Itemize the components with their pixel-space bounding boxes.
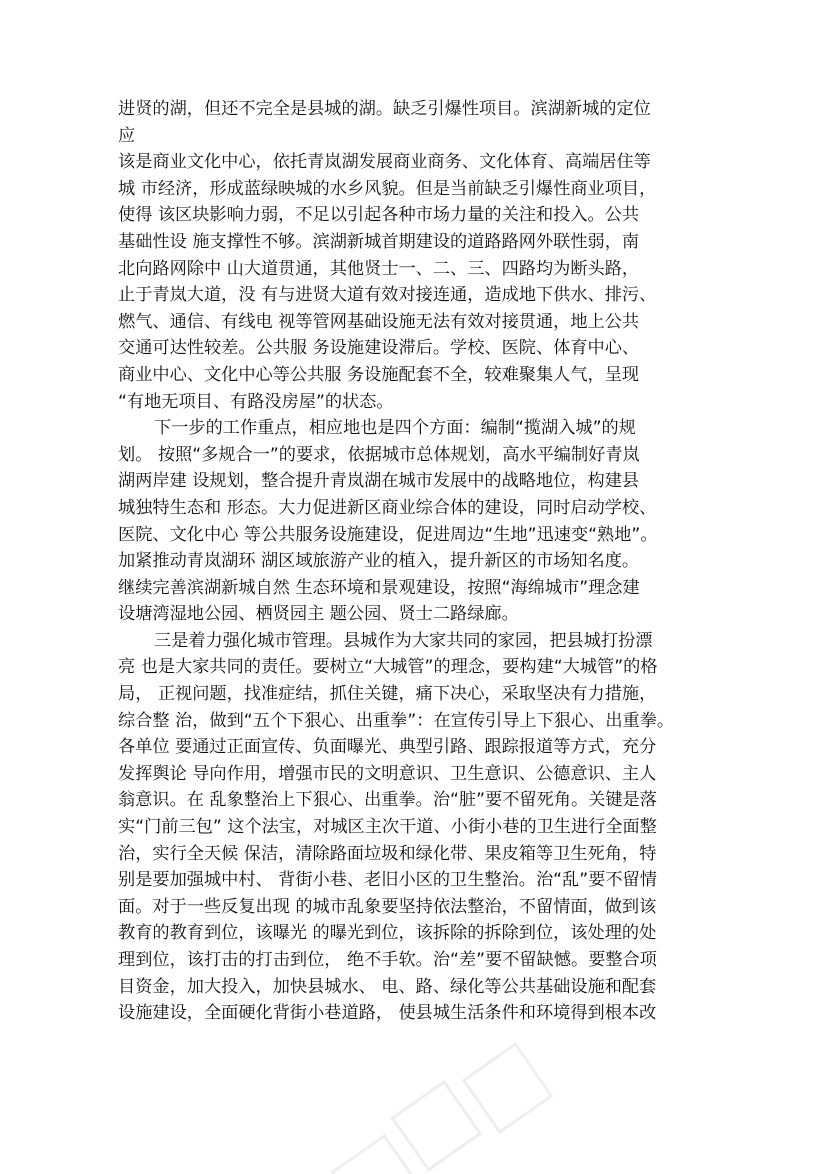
text-line: 湖两岸建 设规划，整合提升青岚湖在城市发展中的战略地位，构建县 [118,471,640,492]
watermark-square [462,1042,554,1134]
text-line: 目资金，加大投入，加快县城水、 电、路、绿化等公共基础设施和配套 [118,976,657,997]
text-line: 继续完善滨湖新城自然 生态环境和景观建设，按照“海绵城市”理念建 [118,577,640,598]
text-line: 三是着力强化城市管理。县城作为大家共同的家园，把县城打扮漂 [154,630,653,651]
text-line: 燃气、通信、有线电 视等管网基础设施无法有效对接贯通，地上公共 [118,311,640,332]
watermark-square [390,1080,482,1172]
text-line: 划。 按照“多规合一”的要求，依据城市总体规划，高水平编制好青岚 [118,444,640,465]
text-line: 教育的教育到位，该曝光 的曝光到位，该拆除的拆除到位，该处理的处 [118,923,657,944]
text-line: 各单位 要通过正面宣传、负面曝光、典型引路、跟踪报道等方式，充分 [118,737,657,758]
text-line: 商业中心、文化中心等公共服 务设施配套不全，较难聚集人气，呈现 [118,364,640,385]
text-line: 进贤的湖，但还不完全是县城的湖。缺乏引爆性项目。滨湖新城的定位 [118,99,651,119]
text-line: 设施建设，全面硬化背街小巷道路， 使县城生活条件和环境得到根本改 [118,1003,657,1024]
text-line: 发挥舆论 导向作用，增强市民的文明意识、卫生意识、公德意识、主人 [118,763,657,784]
text-line: 理到位，该打击的打击到位， 绝不手软。治“差”要不留缺憾。要整合项 [118,950,657,970]
text-line: 止于青岚大道，没 有与进贤大道有效对接连通，造成地下供水、排污、 [118,285,657,306]
text-line: 基础性设 施支撑性不够。滨湖新城首期建设的道路路网外联性弱，南 [118,231,640,252]
text-line: 应 [118,125,136,146]
text-line: 城 市经济，形成蓝绿映城的水乡风貌。但是当前缺乏引爆性商业项目， [118,178,657,199]
text-line: 使得 该区块影响力弱，不足以引起各种市场力量的关注和投入。公共 [118,205,640,226]
text-line: 该是商业文化中心，依托青岚湖发展商业商务、文化体育、高端居住等 [118,152,651,173]
text-line: 交通可达性较差。公共服 务设施建设滞后。学校、医院、体育中心、 [118,338,640,359]
document-body [118,96,740,1027]
watermark-logo [319,1006,601,1174]
text-line: 下一步的工作重点，相应地也是四个方面：编制“揽湖入城”的规 [154,418,636,439]
text-line: 局， 正视问题，找准症结，抓住关键，痛下决心，采取坚决有力措施， [118,684,657,705]
text-line: “有地无项目、有路没房屋”的状态。 [118,391,394,412]
text-line: 医院、文化中心 等公共服务设施建设，促进周边“生地”迅速变“熟地”。 [118,524,658,545]
text-line: 北向路网除中 山大道贯通，其他贤士一、二、三、四路均为断头路， [118,258,640,279]
text-line: 实“门前三包” 这个法宝，对城区主次干道、小街小巷的卫生进行全面整 [118,817,657,838]
text-line: 综合整 治，做到“五个下狠心、出重拳”：在宣传引导上下狠心、出重拳。 [118,710,675,731]
text-line: 城独特生态和 形态。大力促进新区商业综合体的建设，同时启动学校、 [118,497,657,518]
text-line: 治，实行全天候 保洁，清除路面垃圾和绿化带、果皮箱等卫生死角，特 [118,843,657,864]
text-line: 亮 也是大家共同的责任。要树立“大城管”的理念，要构建“大城管”的格 [118,657,658,678]
text-line: 设塘湾湿地公园、栖贤园主 题公园、贤士二路绿廊。 [118,604,519,625]
text-line: 面。对于一些反复出现 的城市乱象要坚持依法整治，不留情面，做到该 [118,896,657,917]
text-line: 翁意识。在 乱象整治上下狠心、出重拳。治“脏”要不留死角。关键是落 [118,790,657,811]
text-line: 加紧推动青岚湖环 湖区域旅游产业的植入，提升新区的市场知名度。 [118,551,640,572]
text-line: 别是要加强城中村、 背街小巷、老旧小区的卫生整治。治“乱”要不留情 [118,870,657,891]
